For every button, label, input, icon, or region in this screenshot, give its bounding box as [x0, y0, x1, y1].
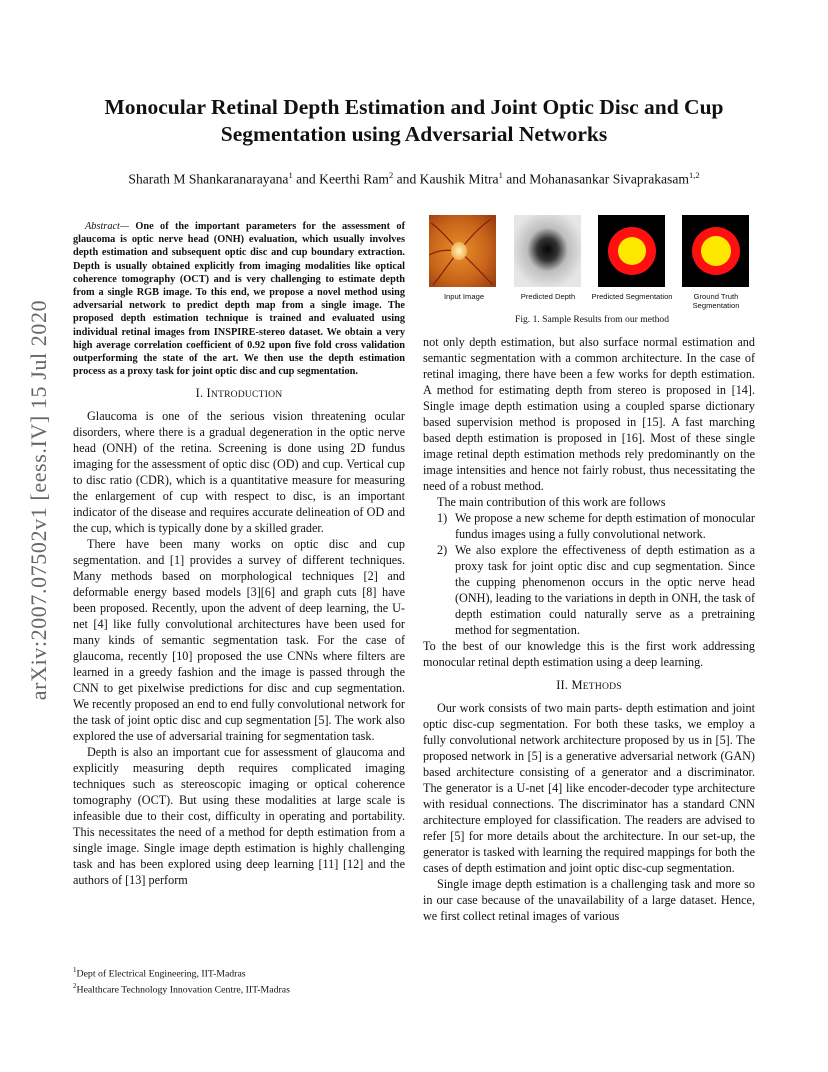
methods-paragraph: Single image depth estimation is a challenging task and more so in our case because of the unavailability of a large dataset. Hence, we first collect retinal images of various: [423, 877, 755, 923]
author-affiliation: 1: [288, 170, 293, 180]
section-heading-introduction: I. INTRODUCTION: [195, 386, 283, 401]
footnote-mark: 2: [73, 982, 77, 991]
arxiv-identifier[interactable]: arXiv:2007.07502v1 [eess.IV] 15 Jul 2020: [26, 299, 51, 701]
list-number: 1): [437, 511, 448, 525]
figure-label: Ground Truth Segmentation: [692, 292, 740, 310]
author-name: Sharath M Shankaranarayana: [128, 171, 289, 187]
contribution-intro: The main contribution of this work are follows: [437, 495, 666, 509]
figure-label: Input Image: [443, 292, 485, 301]
figure-1: [427, 215, 757, 333]
author-name: Keerthi Ram: [319, 171, 389, 187]
contribution-list: [423, 510, 755, 638]
figure-label: Predicted Depth: [520, 292, 576, 301]
list-number: 2): [437, 543, 448, 557]
intro-paragraph: Glaucoma is one of the serious vision threatening ocular disorders, where there is a gradual degeneration in the optic nerve head (ONH) of the retina. Screening is done using 2D fundus imaging for the assessment of optic disc (OD) and cup. Vertical cup to disc ratio (CDR), which is a quantitative measure for measuring the enlargement of cup with respect to disc, is an important indicator of the disease and requires accurate delineation of OD and the cup, which is typically done by a skilled grader.: [73, 409, 405, 536]
list-item-text: We propose a new scheme for depth estimation of monocular fundus images using a fully convolutional network.: [455, 511, 755, 541]
intro-paragraph: Depth is also an important cue for assessment of glaucoma and explicitly measuring depth requires complicated imaging techniques such as stereoscopic imaging or optical coherence tomography (OCT). But using these modalities at large scale is infeasible due to their cost, difficulty in operating and portability. This necessitates the need of a method for depth estimation from a single image. Single image depth estimation is highly challenging task and has been explored using deep learning [11] [12] and the authors of [13] perform: [73, 745, 405, 888]
author-name: Kaushik Mitra: [419, 171, 499, 187]
footnote-text: Healthcare Technology Innovation Centre, IIT-Madras: [76, 984, 290, 996]
fundus-input-image: [429, 215, 496, 287]
left-column: [73, 220, 405, 888]
abstract-label: Abstract—: [85, 221, 130, 232]
footnote-mark: 1: [73, 966, 77, 974]
author-affiliation: 1: [498, 170, 503, 180]
figure-caption: Fig. 1. Sample Results from our method: [514, 314, 670, 325]
list-item: [423, 542, 755, 638]
footnote-text: Dept of Electrical Engineering, IIT-Madras: [76, 968, 246, 980]
predicted-segmentation-image: [598, 215, 665, 287]
title-line-1: Monocular Retinal Depth Estimation and Joint Optic Disc and Cup: [104, 95, 724, 119]
list-item-text: We also explore the effectiveness of depth estimation as a proxy task for joint optic disc and cup segmentation. Since the cupping phenomenon occurs in the optic nerve head (ONH), leading to the variations in depth in ONH, the task of depth estimation could naturally serve as a pretraining method for segmentation.: [455, 543, 755, 637]
methods-paragraph: Our work consists of two main parts- depth estimation and joint optic disc-cup segmentation. For both these tasks, we employ a fully convolutional network architecture proposed by us in [5]. The proposed network in [5] is a generative adversarial network (GAN) based architecture consisting of a generator and a discriminator. The generator is a U-net [4] like encoder-decoder type architecture with residual connections. The discriminator has a standard CNN architecture employed for classification. The readers are advised to refer [5] for more details about the architecture. In our set-up, the generator is tasked with learning the required mappings for both the cases of depth estimation and joint optic disc-cup segmentation.: [423, 701, 755, 875]
ground-truth-segmentation-image: [682, 215, 749, 287]
list-item: [423, 510, 755, 542]
footnote: [73, 964, 405, 980]
intro-paragraph: There have been many works on optic disc and cup segmentation. and [1] provides a survey of different techniques. Many methods based on morphological techniques [2] and deformable energy based models [3][6] and graph cuts [8] have been proposed. Recently, upon the advent of deep learning, the U-net [4] like fully convolutional architectures have been used for many kinds of semantic segmentation task. For the case of glaucoma, recently [10] proposed the use CNNs where filters are learned in a greedy fashion and the image is passed through the CNN to get pixelwise predictions for disc and cup segmentation. We recently proposed an end to end fully convolutional network for the task of joint optic disc and cup segmentation [5]. The work also explored the use of adversarial training for segmentation task.: [73, 537, 405, 744]
author-name: Mohanasankar Sivaprakasam: [529, 171, 689, 187]
body-paragraph: not only depth estimation, but also surface normal estimation and semantic segmentation with a common architecture. In the case of retinal imaging, there have been a few works for depth estimation. A method for estimating depth from stereo is proposed in [14]. Single image depth estimation using a coupled sparse dictionary based supervision method is proposed in [15]. A fast marching based depth estimation is proposed in [16]. Most of these single image retinal depth estimation methods rely predominantly on the image intensities and hence not fairly robust, thus necessitating the need of a robust method.: [423, 335, 755, 493]
author-list: Sharath M Shankaranarayana$^1$ and Keerthi Ram$^2$ and Kaushik Mitra$^1$ and Mohanasankar Sivaprakasam$^{1,2}$: [128, 170, 700, 187]
abstract: [73, 220, 405, 378]
author-affiliation: 2: [388, 170, 394, 180]
right-column: [423, 334, 755, 924]
arxiv-sidebar: [14, 290, 64, 710]
paper-title: [60, 94, 768, 148]
footnotes: [73, 964, 405, 997]
body-paragraph: To the best of our knowledge this is the first work addressing monocular retinal depth estimation using a deep learning.: [423, 639, 755, 669]
figure-label: Predicted Segmentation: [591, 292, 673, 301]
title-line-2: Segmentation using Adversarial Networks: [220, 122, 608, 146]
author-affiliation: 1,2: [688, 170, 700, 180]
section-heading-methods: II. METHODS: [556, 678, 622, 692]
footnote: [73, 980, 405, 996]
predicted-depth-image: [514, 215, 581, 287]
abstract-text: One of the important parameters for the assessment of glaucoma is optic nerve head (ONH) evaluation, which usually involves depth estimation and subsequent optic disc and cup boundary extraction. Depth is usually obtained explicitly from imaging modalities like optical coherence tomography (OCT) and is very challenging to estimate depth from a single RGB image. To this end, we propose a novel method using adversarial network to predict depth map from a single image. The proposed depth estimation technique is trained and evaluated using individual retinal images from INSPIRE-stereo dataset. We obtain a very high average correlation coefficient of 0.92 upon five fold cross validation outperforming the state of the art. We then use the depth estimation process as a proxy task for joint optic disc and cup segmentation.: [73, 221, 405, 378]
